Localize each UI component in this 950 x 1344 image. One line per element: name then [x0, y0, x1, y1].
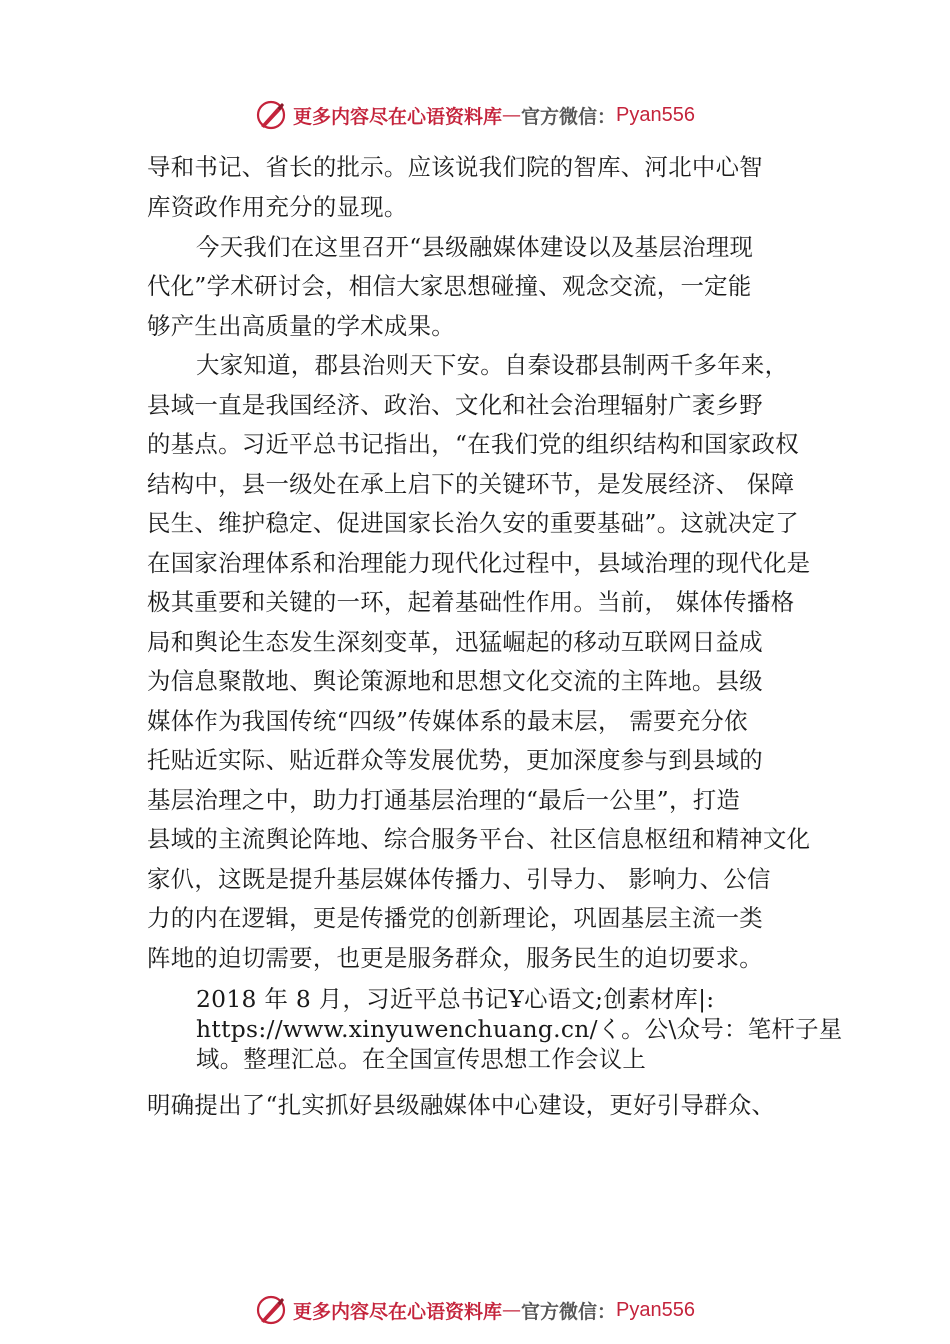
pen-logo-icon	[255, 99, 287, 131]
banner-wechat-id: Pyan556	[616, 1298, 695, 1321]
text-line: 域。整理汇总。在全国宣传思想工作会议上	[196, 1045, 647, 1073]
pen-logo-icon	[255, 1294, 287, 1326]
text-line: 大家知道，郡县治则天下安。自秦设郡县制两千多年来，	[196, 351, 789, 379]
text-line: 县域的主流舆论阵地、综合服务平台、社区信息枢纽和精神文化	[147, 825, 811, 853]
text-line: 县域一直是我国经济、政治、文化和社会治理辐射广袤乡野	[147, 391, 763, 419]
text-line: 够产生出高质量的学术成果。	[147, 312, 455, 340]
text-line: 阵地的迫切需要，也更是服务群众，服务民生的迫切要求。	[147, 944, 763, 972]
banner-label: 官方微信：	[521, 105, 617, 128]
text-line: 明确提出了“扎实抓好县级融媒体中心建设，更好引导群众、	[147, 1091, 776, 1119]
text-line: 局和舆论生态发生深刻变革，迅猛崛起的移动互联网日益成	[147, 628, 763, 656]
text-line: 极其重要和关键的一环，起着基础性作用。当前， 媒体传播格	[147, 588, 795, 616]
text-line: 代化”学术研讨会，相信大家思想碰撞、观念交流，一定能	[147, 272, 752, 300]
banner-wechat-id: Pyan556	[616, 103, 695, 126]
banner-dash: —	[502, 1299, 522, 1321]
header-banner	[0, 95, 950, 135]
text-line: 导和书记、省长的批示。应该说我们院的智库、河北中心智	[147, 153, 763, 181]
text-line: 家仈，这既是提升基层媒体传播力、引导力、 影响力、公信	[147, 865, 771, 893]
text-line: 今天我们在这里召开“县级融媒体建设以及基层治理现	[196, 233, 754, 261]
text-line: 民生、维护稳定、促进国家长治久安的重要基础”。这就决定了	[147, 509, 799, 537]
text-line: 2018 年 8 月，习近平总书记Ұ心语文;创素材库|:	[196, 985, 715, 1013]
text-line: 的基点。习近平总书记指出，“在我们党的组织结构和国家政权	[147, 430, 799, 458]
text-line: 基层治理之中，助力打通基层治理的“最后一公里”，打造	[147, 786, 741, 814]
text-line: 结构中，县一级处在承上启下的关键环节，是发展经济、 保障	[147, 470, 795, 498]
banner-label: 官方微信：	[521, 1300, 617, 1323]
text-line: 媒体作为我国传统“四级”传媒体系的最末层， 需要充分依	[147, 707, 748, 735]
banner-title: 更多内容尽在心语资料库	[293, 1300, 503, 1323]
footer-banner	[0, 1290, 950, 1330]
text-line: https://www.xinyuwenchuang.cn/く。公\众号：笔杆子星	[196, 1015, 843, 1043]
text-line: 力的内在逻辑，更是传播党的创新理论，巩固基层主流一类	[147, 904, 763, 932]
banner-title: 更多内容尽在心语资料库	[293, 105, 503, 128]
text-line: 托贴近实际、贴近群众等发展优势，更加深度参与到县域的	[147, 746, 763, 774]
banner-dash: —	[502, 104, 522, 126]
text-line: 在国家治理体系和治理能力现代化过程中，县域治理的现代化是	[147, 549, 811, 577]
text-line: 为信息聚散地、舆论策源地和思想文化交流的主阵地。县级	[147, 667, 763, 695]
text-line: 库资政作用充分的显现。	[147, 193, 408, 221]
